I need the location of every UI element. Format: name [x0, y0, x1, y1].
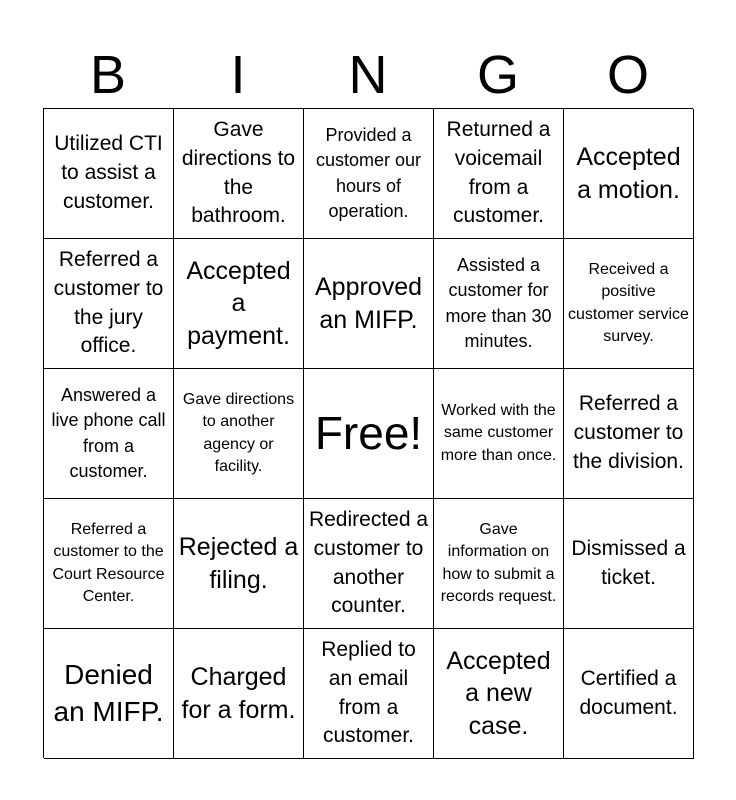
bingo-cell[interactable] — [304, 499, 434, 629]
cell-text: Answered a live phone call from a customer. — [51, 385, 166, 481]
bingo-cell[interactable] — [174, 239, 304, 369]
bingo-cell[interactable] — [174, 499, 304, 629]
cell-text: Replied to an email from a customer. — [321, 637, 416, 748]
cell-text: Redirected a customer to another counter. — [308, 507, 429, 618]
bingo-cell[interactable] — [564, 109, 694, 239]
cell-text: Accepted a payment. — [186, 256, 291, 350]
cell-text: Referred a customer to the Court Resource Center. — [52, 520, 165, 605]
cell-text: Accepted a motion. — [576, 143, 681, 204]
bingo-cell[interactable] — [44, 369, 174, 499]
cell-text: Approved an MIFP. — [314, 273, 423, 334]
cell-text: Gave directions to the bathroom. — [181, 117, 296, 228]
cell-text: Worked with the same customer more than once. — [440, 401, 557, 464]
bingo-cell[interactable] — [564, 629, 694, 759]
cell-text: Assisted a customer for more than 30 minutes. — [445, 255, 552, 351]
header-letter-o: O — [606, 45, 649, 105]
cell-text: Returned a voicemail from a customer. — [446, 117, 551, 228]
bingo-free-cell[interactable] — [304, 369, 434, 499]
bingo-cell[interactable] — [434, 109, 564, 239]
cell-text: Rejected a filing. — [178, 533, 299, 594]
header-letter-i: I — [230, 45, 246, 105]
cell-text: Referred a customer to the division. — [573, 392, 684, 473]
bingo-cell[interactable] — [174, 369, 304, 499]
cell-text: Certified a document. — [579, 666, 678, 719]
bingo-card-grid — [43, 108, 693, 758]
bingo-cell[interactable] — [44, 629, 174, 759]
header-letter-g: G — [476, 45, 519, 105]
bingo-cell[interactable] — [174, 109, 304, 239]
header-letter-b: B — [89, 45, 127, 105]
cell-text: Accepted a new case. — [446, 646, 551, 740]
free-space-text: Free! — [314, 406, 423, 459]
bingo-cell[interactable] — [434, 499, 564, 629]
bingo-cell[interactable] — [564, 499, 694, 629]
bingo-cell[interactable] — [434, 239, 564, 369]
cell-text: Referred a customer to the jury office. — [53, 247, 164, 358]
bingo-cell[interactable] — [174, 629, 304, 759]
cell-text: Gave information on how to submit a records request. — [440, 520, 557, 605]
bingo-cell[interactable] — [44, 109, 174, 239]
cell-text: Dismissed a ticket. — [571, 536, 686, 589]
bingo-cell[interactable] — [44, 239, 174, 369]
bingo-cell[interactable] — [304, 239, 434, 369]
cell-text: Provided a customer our hours of operation. — [315, 125, 422, 221]
bingo-cell[interactable] — [434, 629, 564, 759]
bingo-cell[interactable] — [44, 499, 174, 629]
bingo-cell[interactable] — [564, 369, 694, 499]
bingo-cell[interactable] — [304, 629, 434, 759]
bingo-cell[interactable] — [304, 109, 434, 239]
bingo-cell[interactable] — [564, 239, 694, 369]
bingo-cell[interactable] — [434, 369, 564, 499]
cell-text: Gave directions to another agency or facility. — [182, 390, 295, 475]
bingo-header — [43, 42, 693, 108]
cell-text: Utilized CTI to assist a customer. — [54, 132, 163, 213]
header-letter-n: N — [348, 45, 388, 105]
cell-text: Charged for a form. — [181, 663, 296, 724]
cell-text: Denied an MIFP. — [53, 659, 164, 727]
cell-text: Received a positive customer service survey. — [568, 260, 689, 345]
